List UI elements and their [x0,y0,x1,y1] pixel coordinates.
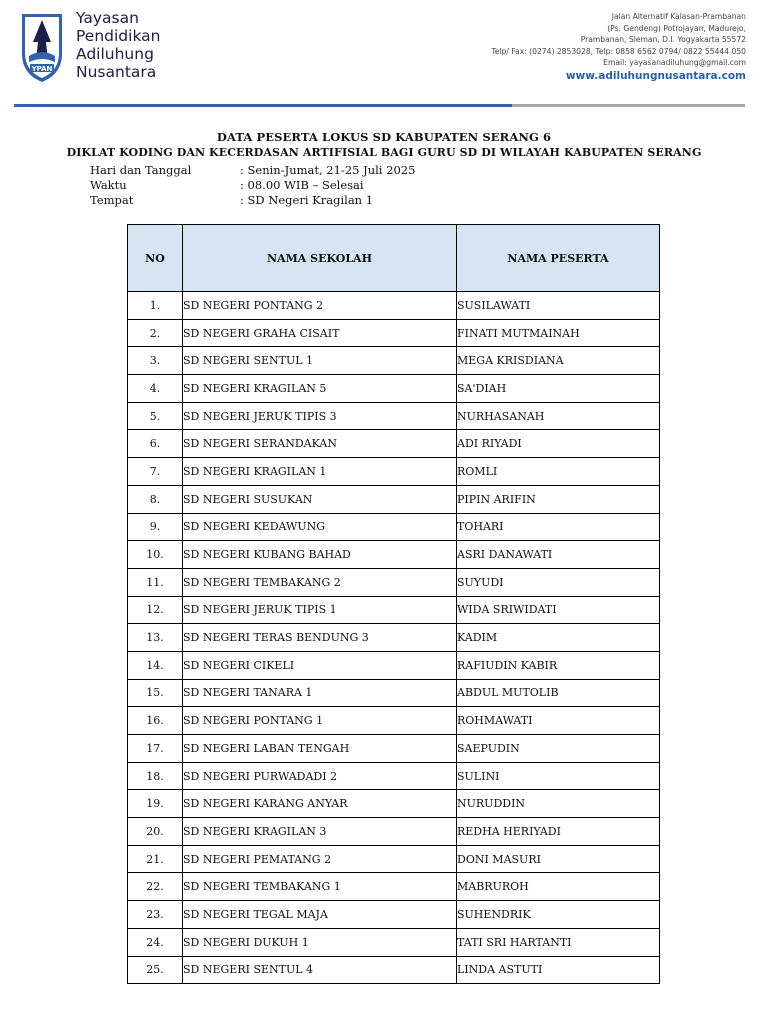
row-number: 21. [128,845,183,873]
row-number: 2. [128,319,183,347]
table-row [128,762,660,790]
table-row [128,928,660,956]
school-name: SD NEGERI SUSUKAN [183,485,457,513]
school-name: SD NEGERI DUKUH 1 [183,928,457,956]
phone-line: Telp/ Fax: (0274) 2853028, Telp: 0858 6562 0794/ 0822 55444 050 [491,46,746,56]
school-name: SD NEGERI SERANDAKAN [183,430,457,458]
column-header-no: NO [128,225,183,292]
table-row [128,901,660,929]
table-row [128,651,660,679]
row-number: 14. [128,651,183,679]
row-number: 6. [128,430,183,458]
participant-name: SULINI [457,762,660,790]
table-row [128,956,660,984]
info-label: Waktu [90,178,127,192]
row-number: 7. [128,458,183,486]
row-number: 8. [128,485,183,513]
school-name: SD NEGERI PEMATANG 2 [183,845,457,873]
school-name: SD NEGERI SENTUL 1 [183,347,457,375]
participants-table [127,224,660,984]
table-row [128,319,660,347]
school-name: SD NEGERI LABAN TENGAH [183,735,457,763]
participant-name: NURUDDIN [457,790,660,818]
school-name: SD NEGERI TEMBAKANG 2 [183,568,457,596]
school-name: SD NEGERI TANARA 1 [183,679,457,707]
column-header-participant: NAMA PESERTA [457,225,660,292]
school-name: SD NEGERI GRAHA CISAIT [183,319,457,347]
participant-name: MEGA KRISDIANA [457,347,660,375]
table-row [128,735,660,763]
participant-name: LINDA ASTUTI [457,956,660,984]
table-row [128,485,660,513]
table-row [128,402,660,430]
row-number: 25. [128,956,183,984]
table-row [128,790,660,818]
participant-name: ABDUL MUTOLIB [457,679,660,707]
table-row [128,624,660,652]
school-name: SD NEGERI KEDAWUNG [183,513,457,541]
table-row [128,707,660,735]
org-line: Yayasan [76,9,139,27]
school-name: SD NEGERI KRAGILAN 3 [183,818,457,846]
participant-name: MABRUROH [457,873,660,901]
table-row [128,568,660,596]
school-name: SD NEGERI JERUK TIPIS 1 [183,596,457,624]
row-number: 3. [128,347,183,375]
school-name: SD NEGERI CIKELI [183,651,457,679]
table-row [128,873,660,901]
participant-name: WIDA SRIWIDATI [457,596,660,624]
address-line: Prambanan, Sleman, D.I. Yogyakarta 55572 [580,35,746,44]
ypan-logo-icon [18,12,66,84]
address-line: Jalan Alternatif Kalasan-Prambanan [611,12,746,21]
participant-name: NURHASANAH [457,402,660,430]
address-line: (Ps. Gendeng) Potrojayan, Madurejo, [607,23,746,33]
row-number: 9. [128,513,183,541]
table-row [128,292,660,320]
row-number: 11. [128,568,183,596]
header-rule-grey [512,104,745,107]
column-header-school: NAMA SEKOLAH [183,225,457,292]
info-value: : SD Negeri Kragilan 1 [240,193,374,207]
row-number: 16. [128,707,183,735]
row-number: 4. [128,375,183,403]
svg-text:YPAN: YPAN [31,65,53,73]
table-header-row [128,225,660,292]
school-name: SD NEGERI KRAGILAN 5 [183,375,457,403]
participant-name: SUHENDRIK [457,901,660,929]
table-row [128,458,660,486]
document-titles [0,130,768,160]
school-name: SD NEGERI KARANG ANYAR [183,790,457,818]
school-name: SD NEGERI PURWADADI 2 [183,762,457,790]
school-name: SD NEGERI TERAS BENDUNG 3 [183,624,457,652]
table-row [128,430,660,458]
org-line: Adiluhung [76,45,154,63]
header-rule-blue [14,104,512,107]
table-row [128,347,660,375]
org-line: Pendidikan [76,27,161,45]
table-row [128,541,660,569]
participant-name: RAFIUDIN KABIR [457,651,660,679]
row-number: 5. [128,402,183,430]
participant-name: ADI RIYADI [457,430,660,458]
organization-name [76,9,160,81]
table-row [128,596,660,624]
school-name: SD NEGERI KUBANG BAHAD [183,541,457,569]
participant-name: ROMLI [457,458,660,486]
school-name: SD NEGERI SENTUL 4 [183,956,457,984]
info-label: Hari dan Tanggal [90,163,192,177]
participant-name: SAEPUDIN [457,735,660,763]
table-body [128,292,660,984]
row-number: 19. [128,790,183,818]
table-row [128,513,660,541]
org-line: Nusantara [76,63,157,81]
participant-name: PIPIN ARIFIN [457,485,660,513]
participant-name: SA'DIAH [457,375,660,403]
row-number: 23. [128,901,183,929]
school-name: SD NEGERI TEMBAKANG 1 [183,873,457,901]
row-number: 17. [128,735,183,763]
row-number: 13. [128,624,183,652]
table-row [128,818,660,846]
participant-name: REDHA HERIYADI [457,818,660,846]
participant-name: ASRI DANAWATI [457,541,660,569]
table-row [128,845,660,873]
info-value: : Senin-Jumat, 21-25 Juli 2025 [240,163,416,177]
website-link[interactable]: www.adiluhungnusantara.com [565,69,746,82]
participant-name: ROHMAWATI [457,707,660,735]
school-name: SD NEGERI JERUK TIPIS 3 [183,402,457,430]
info-value: : 08.00 WIB – Selesai [240,178,364,192]
row-number: 22. [128,873,183,901]
document-subtitle: DIKLAT KODING DAN KECERDASAN ARTIFISIAL BAGI GURU SD DI WILAYAH KABUPATEN SERANG [66,146,702,159]
participant-name: FINATI MUTMAINAH [457,319,660,347]
row-number: 10. [128,541,183,569]
row-number: 15. [128,679,183,707]
school-name: SD NEGERI KRAGILAN 1 [183,458,457,486]
school-name: SD NEGERI PONTANG 1 [183,707,457,735]
email-line: Email: yayasanadiluhung@gmail.com [603,58,746,67]
participant-name: SUSILAWATI [457,292,660,320]
participant-name: SUYUDI [457,568,660,596]
row-number: 1. [128,292,183,320]
document-title: DATA PESERTA LOKUS SD KABUPATEN SERANG 6 [216,130,552,144]
table-row [128,375,660,403]
participant-name: TOHARI [457,513,660,541]
participant-name: TATI SRI HARTANTI [457,928,660,956]
letterhead [0,0,768,110]
row-number: 12. [128,596,183,624]
row-number: 20. [128,818,183,846]
participant-name: DONI MASURI [457,845,660,873]
contact-info [416,11,746,83]
row-number: 18. [128,762,183,790]
participant-name: KADIM [457,624,660,652]
school-name: SD NEGERI TEGAL MAJA [183,901,457,929]
table-row [128,679,660,707]
school-name: SD NEGERI PONTANG 2 [183,292,457,320]
row-number: 24. [128,928,183,956]
info-label: Tempat [90,193,134,207]
